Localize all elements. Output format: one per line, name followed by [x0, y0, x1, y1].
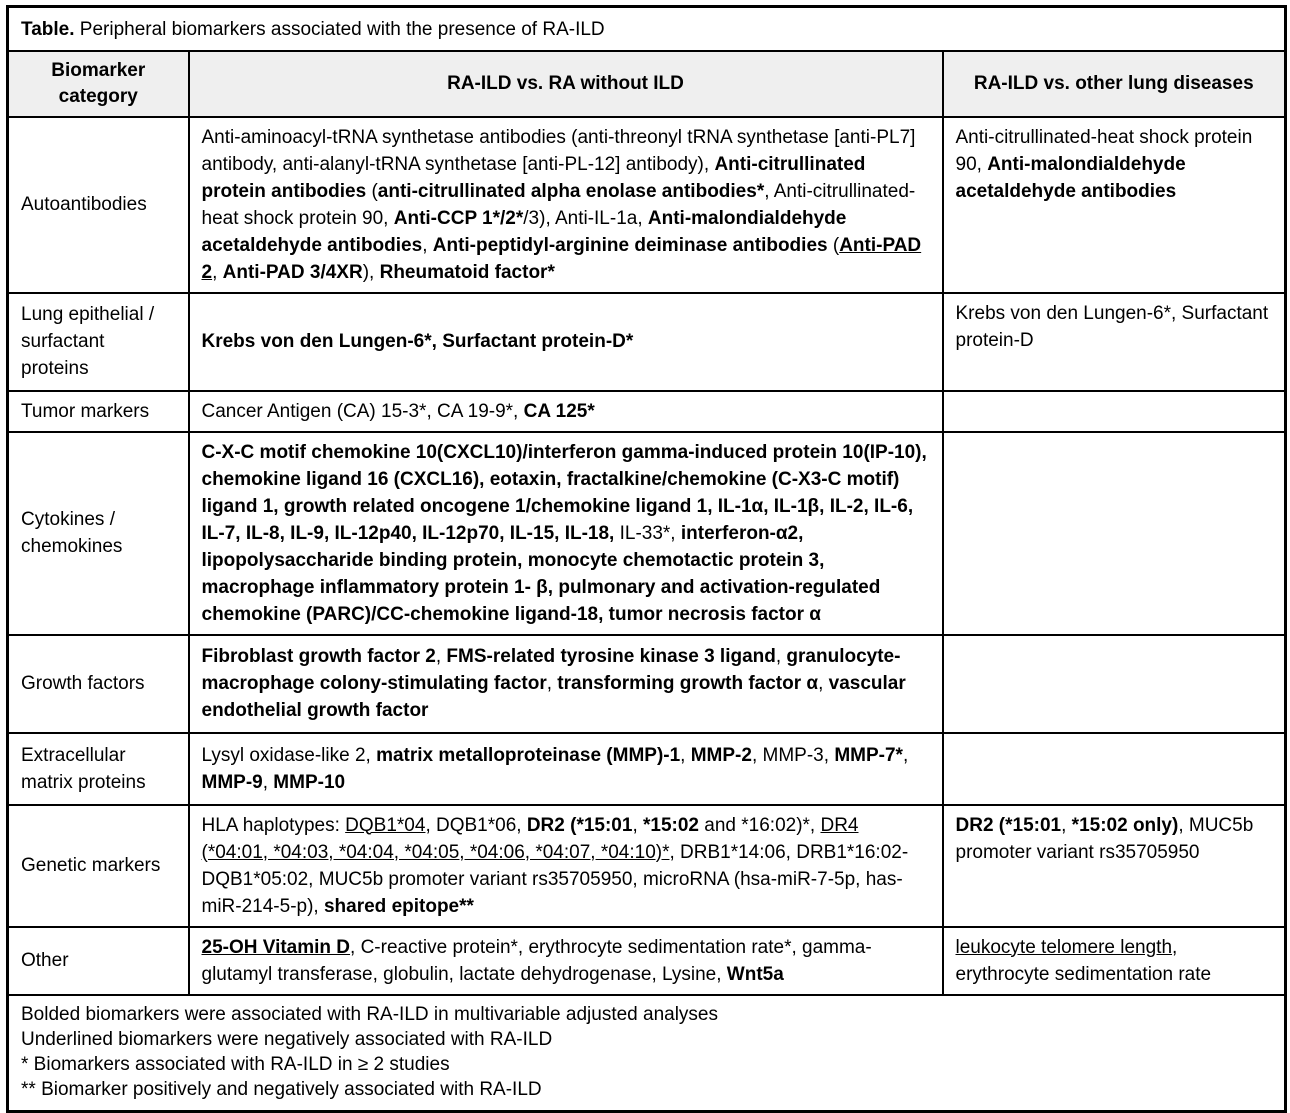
tumor-markers-vs-ra-cell: Cancer Antigen (CA) 15-3*, CA 19-9*, CA 125*	[189, 391, 943, 432]
biomarker-table	[6, 5, 1287, 1113]
tumor-markers-vs-other-cell	[943, 391, 1286, 432]
cytokines-vs-other-cell	[943, 432, 1286, 635]
growth-factors-vs-ra-cell: Fibroblast growth factor 2, FMS-related tyrosine kinase 3 ligand, granulocyte-macrophage colony-stimulating factor, transforming growth factor α, vascular endothelial growth factor	[189, 635, 943, 733]
header-vs-other-lung-diseases: RA-ILD vs. other lung diseases	[943, 51, 1286, 117]
lung-epithelial-vs-other-cell: Krebs von den Lungen-6*, Surfactant protein-D	[943, 293, 1286, 391]
table-title: Table. Peripheral biomarkers associated with the presence of RA-ILD	[8, 7, 1286, 51]
category-extracellular-matrix: Extracellular matrix proteins	[8, 733, 189, 805]
extracellular-vs-ra-cell: Lysyl oxidase-like 2, matrix metalloproteinase (MMP)-1, MMP-2, MMP-3, MMP-7*, MMP-9, MMP-10	[189, 733, 943, 805]
table-row	[8, 432, 1286, 635]
table-header-row	[8, 51, 1286, 117]
table-figure	[6, 5, 1284, 1113]
growth-factors-vs-other-cell	[943, 635, 1286, 733]
table-row	[8, 805, 1286, 927]
table-row	[8, 117, 1286, 293]
table-row	[8, 995, 1286, 1112]
footnote-double-asterisk: ** Biomarker positively and negatively associated with RA-ILD	[21, 1078, 542, 1100]
table-row	[8, 293, 1286, 391]
other-vs-other-cell: leukocyte telomere length, erythrocyte sedimentation rate	[943, 927, 1286, 995]
footnotes-cell	[8, 995, 1286, 1112]
extracellular-vs-other-cell	[943, 733, 1286, 805]
lung-epithelial-vs-ra-cell: Krebs von den Lungen-6*, Surfactant protein-D*	[189, 293, 943, 391]
header-vs-ra-without-ild: RA-ILD vs. RA without ILD	[189, 51, 943, 117]
footnote-asterisk: * Biomarkers associated with RA-ILD in ≥ 2 studies	[21, 1053, 450, 1075]
category-lung-epithelial: Lung epithelial / surfactant proteins	[8, 293, 189, 391]
header-biomarker-category: Biomarker category	[8, 51, 189, 117]
category-tumor-markers: Tumor markers	[8, 391, 189, 432]
table-row	[8, 391, 1286, 432]
table-row	[8, 635, 1286, 733]
table-row	[8, 927, 1286, 995]
category-growth-factors: Growth factors	[8, 635, 189, 733]
table-row	[8, 7, 1286, 51]
other-vs-ra-cell: 25-OH Vitamin D, C-reactive protein*, erythrocyte sedimentation rate*, gamma-glutamyl transferase, globulin, lactate dehydrogenase, Lysine, Wnt5a	[189, 927, 943, 995]
category-autoantibodies: Autoantibodies	[8, 117, 189, 293]
cytokines-vs-ra-cell: C-X-C motif chemokine 10(CXCL10)/interferon gamma-induced protein 10(IP-10), chemokine ligand 16 (CXCL16), eotaxin, fractalkine/chemokine (C-X3-C motif) ligand 1, growth related oncogene 1/chemokine ligand 1, IL-1α, IL-1β, IL-2, IL-6, IL-7, IL-8, IL-9, IL-12p40, IL-12p70, IL-15, IL-18, IL-33*, interferon-α2, lipopolysaccharide binding protein, monocyte chemotactic protein 3, macrophage inflammatory protein 1- β, pulmonary and activation-regulated chemokine (PARC)/CC-chemokine ligand-18, tumor necrosis factor α	[189, 432, 943, 635]
footnote-underlined: Underlined biomarkers were negatively associated with RA-ILD	[21, 1028, 553, 1050]
genetic-markers-vs-other-cell: DR2 (*15:01, *15:02 only), MUC5b promoter variant rs35705950	[943, 805, 1286, 927]
autoantibodies-vs-other-cell: Anti-citrullinated-heat shock protein 90, Anti-malondialdehyde acetaldehyde antibodies	[943, 117, 1286, 293]
autoantibodies-vs-ra-cell: Anti-aminoacyl-tRNA synthetase antibodies (anti-threonyl tRNA synthetase [anti-PL7] antibody, anti-alanyl-tRNA synthetase [anti-PL-12] antibody), Anti-citrullinated protein antibodies (anti-citrullinated alpha enolase antibodies*, Anti-citrullinated-heat shock protein 90, Anti-CCP 1*/2*/3), Anti-IL-1a, Anti-malondialdehyde acetaldehyde antibodies, Anti-peptidyl-arginine deiminase antibodies (Anti-PAD 2, Anti-PAD 3/4XR), Rheumatoid factor*	[189, 117, 943, 293]
footnote-bolded: Bolded biomarkers were associated with RA-ILD in multivariable adjusted analyses	[21, 1003, 718, 1025]
table-row	[8, 733, 1286, 805]
category-cytokines-chemokines: Cytokines / chemokines	[8, 432, 189, 635]
category-genetic-markers: Genetic markers	[8, 805, 189, 927]
category-other: Other	[8, 927, 189, 995]
genetic-markers-vs-ra-cell: HLA haplotypes: DQB1*04, DQB1*06, DR2 (*15:01, *15:02 and *16:02)*, DR4 (*04:01, *04:03, *04:04, *04:05, *04:06, *04:07, *04:10)*, DRB1*14:06, DRB1*16:02-DQB1*05:02, MUC5b promoter variant rs35705950, microRNA (hsa-miR-7-5p, has-miR-214-5-p), shared epitope**	[189, 805, 943, 927]
